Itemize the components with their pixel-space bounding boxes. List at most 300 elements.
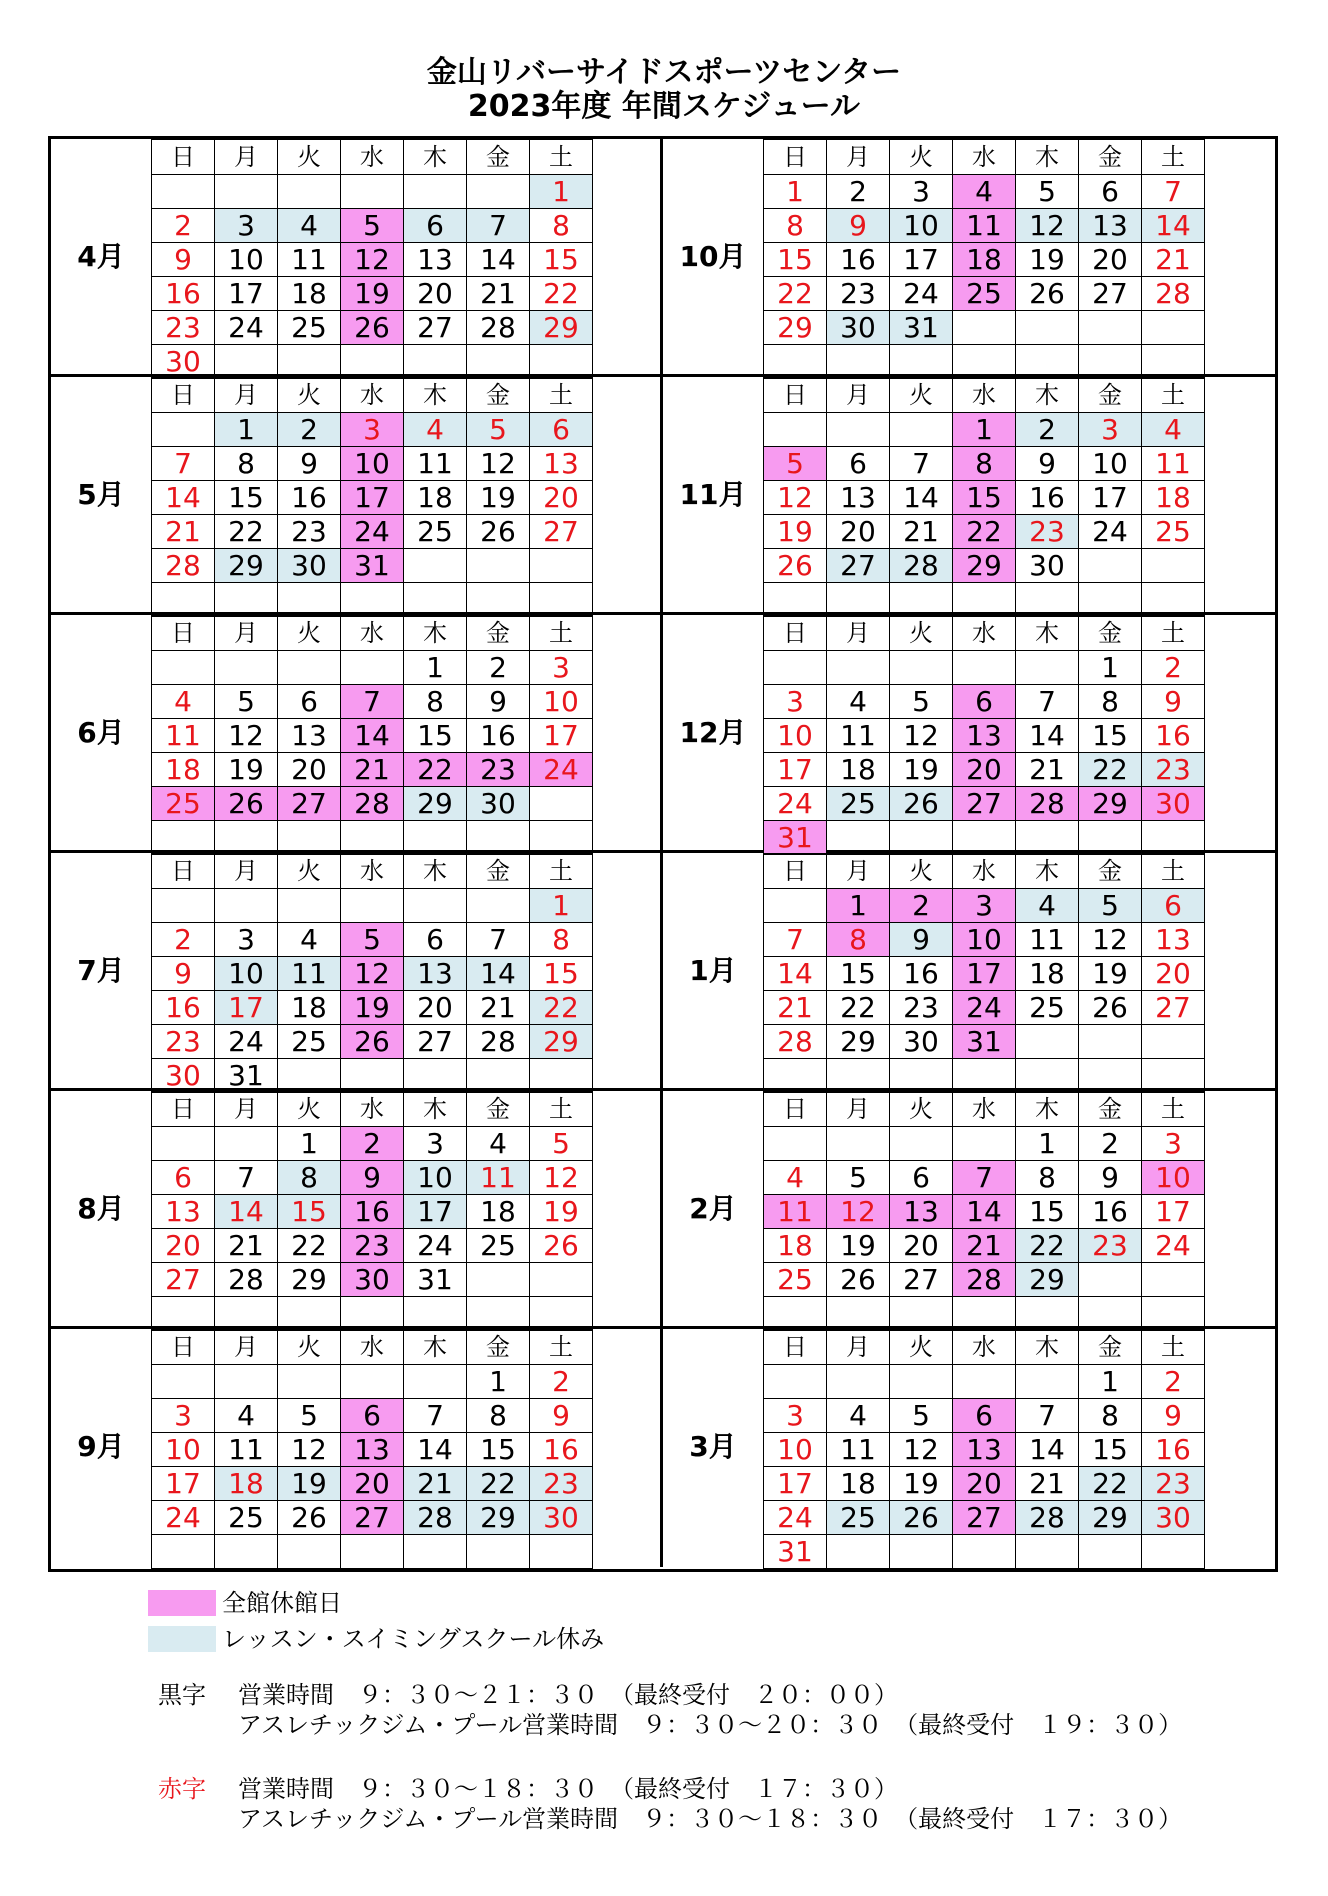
day-cell: 2 — [467, 651, 530, 685]
weekday-header: 金 — [1079, 1092, 1142, 1127]
day-cell: 1 — [1079, 651, 1142, 685]
day-cell: 14 — [467, 957, 530, 991]
day-cell: 13 — [530, 447, 593, 481]
day-cell: 3 — [341, 413, 404, 447]
weekday-header: 土 — [530, 616, 593, 651]
day-cell: 8 — [1016, 1161, 1079, 1195]
day-cell: 15 — [827, 957, 890, 991]
day-cell: 16 — [1142, 1433, 1205, 1467]
weekday-header: 日 — [764, 1330, 827, 1365]
day-cell: 27 — [890, 1263, 953, 1297]
day-cell: 20 — [1079, 243, 1142, 277]
day-cell: 4 — [827, 1399, 890, 1433]
day-cell: 27 — [278, 787, 341, 821]
day-cell: 13 — [953, 1433, 1016, 1467]
day-cell: 13 — [152, 1195, 215, 1229]
weekday-header: 月 — [827, 378, 890, 413]
day-cell: 24 — [764, 787, 827, 821]
day-cell: 26 — [341, 311, 404, 345]
day-cell: 28 — [890, 549, 953, 583]
weekday-header: 金 — [467, 378, 530, 413]
black-label: 黒字 — [158, 1681, 206, 1709]
empty-cell — [530, 1263, 593, 1297]
day-cell: 10 — [404, 1161, 467, 1195]
day-cell: 27 — [953, 787, 1016, 821]
empty-cell — [215, 1297, 278, 1331]
day-cell: 1 — [467, 1365, 530, 1399]
day-cell: 8 — [827, 923, 890, 957]
day-cell: 2 — [530, 1365, 593, 1399]
day-cell: 2 — [827, 175, 890, 209]
day-cell: 7 — [152, 447, 215, 481]
day-cell: 11 — [278, 243, 341, 277]
day-cell: 17 — [1142, 1195, 1205, 1229]
empty-cell — [890, 1127, 953, 1161]
blank-column — [592, 139, 593, 374]
empty-cell — [1016, 651, 1079, 685]
day-cell: 31 — [215, 1059, 278, 1093]
day-cell: 26 — [215, 787, 278, 821]
empty-cell — [1079, 1535, 1142, 1569]
blank-column — [592, 1329, 593, 1564]
empty-cell — [467, 1535, 530, 1569]
empty-cell — [278, 175, 341, 209]
day-cell: 11 — [827, 1433, 890, 1467]
day-cell: 15 — [215, 481, 278, 515]
day-cell: 29 — [764, 311, 827, 345]
empty-cell — [215, 583, 278, 617]
empty-cell — [953, 1535, 1016, 1569]
weekday-header: 土 — [1142, 378, 1205, 413]
empty-cell — [215, 821, 278, 855]
day-cell: 29 — [404, 787, 467, 821]
month-block — [51, 377, 663, 615]
empty-cell — [827, 651, 890, 685]
weekday-header: 土 — [1142, 1330, 1205, 1365]
weekday-header: 土 — [530, 1330, 593, 1365]
empty-cell — [953, 345, 1016, 379]
day-cell: 4 — [827, 685, 890, 719]
weekday-header: 月 — [215, 1330, 278, 1365]
empty-cell — [404, 821, 467, 855]
legend-pink-label: 全館休館日 — [222, 1589, 342, 1617]
day-cell: 26 — [278, 1501, 341, 1535]
day-cell: 4 — [404, 413, 467, 447]
day-cell: 3 — [404, 1127, 467, 1161]
empty-cell — [764, 1127, 827, 1161]
day-cell: 5 — [341, 209, 404, 243]
day-cell: 28 — [152, 549, 215, 583]
weekday-header: 日 — [152, 1092, 215, 1127]
day-cell: 23 — [152, 311, 215, 345]
empty-cell — [764, 413, 827, 447]
weekday-header: 月 — [827, 854, 890, 889]
weekday-header: 木 — [1016, 1330, 1079, 1365]
weekday-header: 月 — [215, 616, 278, 651]
day-cell: 11 — [152, 719, 215, 753]
day-cell: 15 — [404, 719, 467, 753]
month-label: 4月 — [77, 240, 125, 273]
day-cell: 4 — [953, 175, 1016, 209]
empty-cell — [152, 1297, 215, 1331]
empty-cell — [467, 583, 530, 617]
day-cell: 5 — [764, 447, 827, 481]
page-subtitle: 2023年度 年間スケジュール — [467, 89, 861, 124]
day-cell: 26 — [890, 787, 953, 821]
day-cell: 8 — [278, 1161, 341, 1195]
weekday-header: 火 — [278, 378, 341, 413]
day-cell: 23 — [827, 277, 890, 311]
day-cell: 23 — [530, 1467, 593, 1501]
day-cell: 20 — [953, 1467, 1016, 1501]
empty-cell — [1016, 1059, 1079, 1093]
red-label: 赤字 — [158, 1775, 206, 1803]
empty-cell — [278, 821, 341, 855]
day-cell: 31 — [764, 1535, 827, 1569]
day-cell: 17 — [890, 243, 953, 277]
day-cell: 24 — [530, 753, 593, 787]
day-cell: 22 — [1016, 1229, 1079, 1263]
weekday-header: 水 — [953, 1092, 1016, 1127]
empty-cell — [953, 1297, 1016, 1331]
month-label: 3月 — [689, 1430, 737, 1463]
day-cell: 23 — [278, 515, 341, 549]
empty-cell — [953, 651, 1016, 685]
blank-column — [592, 615, 593, 850]
empty-cell — [764, 345, 827, 379]
weekday-header: 月 — [827, 1330, 890, 1365]
empty-cell — [341, 821, 404, 855]
empty-cell — [467, 549, 530, 583]
day-cell: 28 — [1016, 787, 1079, 821]
day-cell: 5 — [1016, 175, 1079, 209]
black-hours: 営業時間 ９：３０～２１：３０ （最終受付 ２０：００） — [238, 1681, 898, 1709]
empty-cell — [530, 345, 593, 379]
month-block — [663, 377, 1275, 615]
day-cell: 5 — [467, 413, 530, 447]
weekday-header: 日 — [764, 1092, 827, 1127]
day-cell: 9 — [1142, 1399, 1205, 1433]
day-cell: 1 — [278, 1127, 341, 1161]
empty-cell — [404, 583, 467, 617]
day-cell: 28 — [404, 1501, 467, 1535]
day-cell: 29 — [1079, 787, 1142, 821]
day-cell: 7 — [467, 923, 530, 957]
empty-cell — [764, 1297, 827, 1331]
month-block — [663, 1091, 1275, 1329]
day-cell: 22 — [278, 1229, 341, 1263]
weekday-header: 日 — [764, 616, 827, 651]
day-cell: 29 — [1079, 1501, 1142, 1535]
day-cell: 5 — [215, 685, 278, 719]
day-cell: 25 — [404, 515, 467, 549]
day-cell: 5 — [890, 1399, 953, 1433]
empty-cell — [1142, 1297, 1205, 1331]
day-cell: 26 — [890, 1501, 953, 1535]
day-cell: 10 — [152, 1433, 215, 1467]
empty-cell — [890, 1059, 953, 1093]
day-cell: 8 — [215, 447, 278, 481]
weekday-header: 火 — [890, 616, 953, 651]
day-cell: 20 — [1142, 957, 1205, 991]
day-cell: 19 — [530, 1195, 593, 1229]
day-cell: 18 — [953, 243, 1016, 277]
day-cell: 30 — [1016, 549, 1079, 583]
empty-cell — [1142, 549, 1205, 583]
empty-cell — [890, 1297, 953, 1331]
day-cell: 4 — [467, 1127, 530, 1161]
day-cell: 15 — [278, 1195, 341, 1229]
day-cell: 6 — [953, 1399, 1016, 1433]
day-cell: 21 — [1016, 753, 1079, 787]
weekday-header: 金 — [467, 140, 530, 175]
weekday-header: 木 — [1016, 854, 1079, 889]
day-cell: 18 — [404, 481, 467, 515]
day-cell: 21 — [890, 515, 953, 549]
empty-cell — [827, 1297, 890, 1331]
day-cell: 5 — [530, 1127, 593, 1161]
day-cell: 12 — [1079, 923, 1142, 957]
day-cell: 19 — [890, 1467, 953, 1501]
day-cell: 24 — [1142, 1229, 1205, 1263]
day-cell: 5 — [827, 1161, 890, 1195]
weekday-header: 水 — [341, 1330, 404, 1365]
empty-cell — [953, 311, 1016, 345]
day-cell: 5 — [278, 1399, 341, 1433]
empty-cell — [953, 821, 1016, 855]
day-cell: 25 — [278, 1025, 341, 1059]
day-cell: 17 — [152, 1467, 215, 1501]
day-cell: 2 — [890, 889, 953, 923]
empty-cell — [1016, 583, 1079, 617]
blank-column — [592, 853, 593, 1088]
day-cell: 23 — [467, 753, 530, 787]
day-cell: 23 — [152, 1025, 215, 1059]
day-cell: 1 — [530, 889, 593, 923]
empty-cell — [215, 1365, 278, 1399]
day-cell: 13 — [341, 1433, 404, 1467]
empty-cell — [827, 1535, 890, 1569]
day-cell: 7 — [953, 1161, 1016, 1195]
day-cell: 7 — [404, 1399, 467, 1433]
day-cell: 19 — [1016, 243, 1079, 277]
day-cell: 15 — [530, 957, 593, 991]
day-cell: 19 — [1079, 957, 1142, 991]
weekday-header: 木 — [404, 140, 467, 175]
empty-cell — [341, 1365, 404, 1399]
month-label: 6月 — [77, 716, 125, 749]
empty-cell — [530, 787, 593, 821]
empty-cell — [1142, 1263, 1205, 1297]
day-cell: 27 — [152, 1263, 215, 1297]
day-cell: 28 — [341, 787, 404, 821]
day-cell: 19 — [215, 753, 278, 787]
day-cell: 20 — [341, 1467, 404, 1501]
empty-cell — [215, 175, 278, 209]
day-cell: 2 — [1142, 1365, 1205, 1399]
weekday-header: 日 — [152, 1330, 215, 1365]
day-cell: 29 — [530, 311, 593, 345]
day-cell: 27 — [341, 1501, 404, 1535]
empty-cell — [1142, 1535, 1205, 1569]
day-cell: 6 — [953, 685, 1016, 719]
day-cell: 14 — [152, 481, 215, 515]
empty-cell — [1016, 345, 1079, 379]
month-table — [763, 377, 1205, 617]
day-cell: 17 — [404, 1195, 467, 1229]
day-cell: 21 — [764, 991, 827, 1025]
day-cell: 10 — [1142, 1161, 1205, 1195]
day-cell: 10 — [764, 719, 827, 753]
weekday-header: 金 — [1079, 854, 1142, 889]
day-cell: 20 — [152, 1229, 215, 1263]
blank-column — [1204, 1091, 1205, 1326]
day-cell: 26 — [1016, 277, 1079, 311]
empty-cell — [827, 345, 890, 379]
empty-cell — [278, 1297, 341, 1331]
day-cell: 18 — [764, 1229, 827, 1263]
month-block — [663, 1329, 1275, 1567]
month-label: 8月 — [77, 1192, 125, 1225]
empty-cell — [953, 1059, 1016, 1093]
day-cell: 1 — [1016, 1127, 1079, 1161]
day-cell: 22 — [764, 277, 827, 311]
day-cell: 21 — [404, 1467, 467, 1501]
empty-cell — [764, 1059, 827, 1093]
weekday-header: 火 — [890, 854, 953, 889]
day-cell: 16 — [1079, 1195, 1142, 1229]
day-cell: 26 — [764, 549, 827, 583]
day-cell: 29 — [953, 549, 1016, 583]
day-cell: 1 — [764, 175, 827, 209]
day-cell: 9 — [1142, 685, 1205, 719]
day-cell: 6 — [404, 209, 467, 243]
day-cell: 30 — [530, 1501, 593, 1535]
empty-cell — [827, 1059, 890, 1093]
empty-cell — [404, 889, 467, 923]
day-cell: 10 — [215, 957, 278, 991]
day-cell: 30 — [467, 787, 530, 821]
day-cell: 30 — [152, 1059, 215, 1093]
day-cell: 26 — [827, 1263, 890, 1297]
day-cell: 2 — [152, 209, 215, 243]
month-table — [763, 1329, 1205, 1569]
day-cell: 11 — [764, 1195, 827, 1229]
day-cell: 16 — [278, 481, 341, 515]
day-cell: 19 — [467, 481, 530, 515]
day-cell: 3 — [152, 1399, 215, 1433]
day-cell: 5 — [341, 923, 404, 957]
weekday-header: 金 — [1079, 1330, 1142, 1365]
day-cell: 18 — [278, 991, 341, 1025]
day-cell: 3 — [764, 685, 827, 719]
day-cell: 6 — [890, 1161, 953, 1195]
weekday-header: 水 — [341, 854, 404, 889]
day-cell: 27 — [1079, 277, 1142, 311]
day-cell: 19 — [341, 277, 404, 311]
day-cell: 23 — [341, 1229, 404, 1263]
day-cell: 12 — [530, 1161, 593, 1195]
blue-swatch — [148, 1626, 216, 1652]
day-cell: 26 — [1079, 991, 1142, 1025]
day-cell: 1 — [1079, 1365, 1142, 1399]
weekday-header: 金 — [467, 854, 530, 889]
day-cell: 17 — [764, 1467, 827, 1501]
day-cell: 18 — [152, 753, 215, 787]
pink-swatch — [148, 1590, 216, 1616]
blank-column — [1204, 853, 1205, 1088]
day-cell: 9 — [530, 1399, 593, 1433]
empty-cell — [890, 345, 953, 379]
weekday-header: 水 — [341, 140, 404, 175]
empty-cell — [1142, 821, 1205, 855]
day-cell: 27 — [827, 549, 890, 583]
day-cell: 10 — [953, 923, 1016, 957]
day-cell: 30 — [278, 549, 341, 583]
weekday-header: 火 — [890, 1092, 953, 1127]
empty-cell — [1016, 1297, 1079, 1331]
day-cell: 8 — [1079, 1399, 1142, 1433]
weekday-header: 月 — [827, 1092, 890, 1127]
day-cell: 19 — [341, 991, 404, 1025]
weekday-header: 水 — [341, 616, 404, 651]
month-label: 1月 — [689, 954, 737, 987]
day-cell: 21 — [215, 1229, 278, 1263]
weekday-header: 木 — [1016, 140, 1079, 175]
day-cell: 9 — [152, 243, 215, 277]
day-cell: 20 — [530, 481, 593, 515]
empty-cell — [1016, 821, 1079, 855]
month-table — [151, 853, 593, 1093]
day-cell: 14 — [341, 719, 404, 753]
weekday-header: 金 — [467, 616, 530, 651]
day-cell: 1 — [215, 413, 278, 447]
empty-cell — [467, 175, 530, 209]
empty-cell — [278, 583, 341, 617]
day-cell: 13 — [827, 481, 890, 515]
day-cell: 10 — [764, 1433, 827, 1467]
day-cell: 16 — [152, 277, 215, 311]
day-cell: 22 — [1079, 753, 1142, 787]
weekday-header: 土 — [1142, 616, 1205, 651]
empty-cell — [1079, 821, 1142, 855]
empty-cell — [890, 1535, 953, 1569]
day-cell: 4 — [1142, 413, 1205, 447]
month-block — [51, 853, 663, 1091]
day-cell: 17 — [215, 277, 278, 311]
day-cell: 11 — [278, 957, 341, 991]
month-label: 2月 — [689, 1192, 737, 1225]
empty-cell — [341, 651, 404, 685]
day-cell: 3 — [530, 651, 593, 685]
month-table — [151, 139, 593, 379]
empty-cell — [1016, 1535, 1079, 1569]
empty-cell — [1079, 1297, 1142, 1331]
weekday-header: 火 — [890, 1330, 953, 1365]
day-cell: 25 — [215, 1501, 278, 1535]
day-cell: 31 — [890, 311, 953, 345]
empty-cell — [1079, 583, 1142, 617]
day-cell: 11 — [1016, 923, 1079, 957]
empty-cell — [953, 583, 1016, 617]
day-cell: 16 — [1016, 481, 1079, 515]
empty-cell — [152, 651, 215, 685]
empty-cell — [404, 1365, 467, 1399]
day-cell: 28 — [1142, 277, 1205, 311]
empty-cell — [827, 821, 890, 855]
month-label: 5月 — [77, 478, 125, 511]
day-cell: 25 — [278, 311, 341, 345]
